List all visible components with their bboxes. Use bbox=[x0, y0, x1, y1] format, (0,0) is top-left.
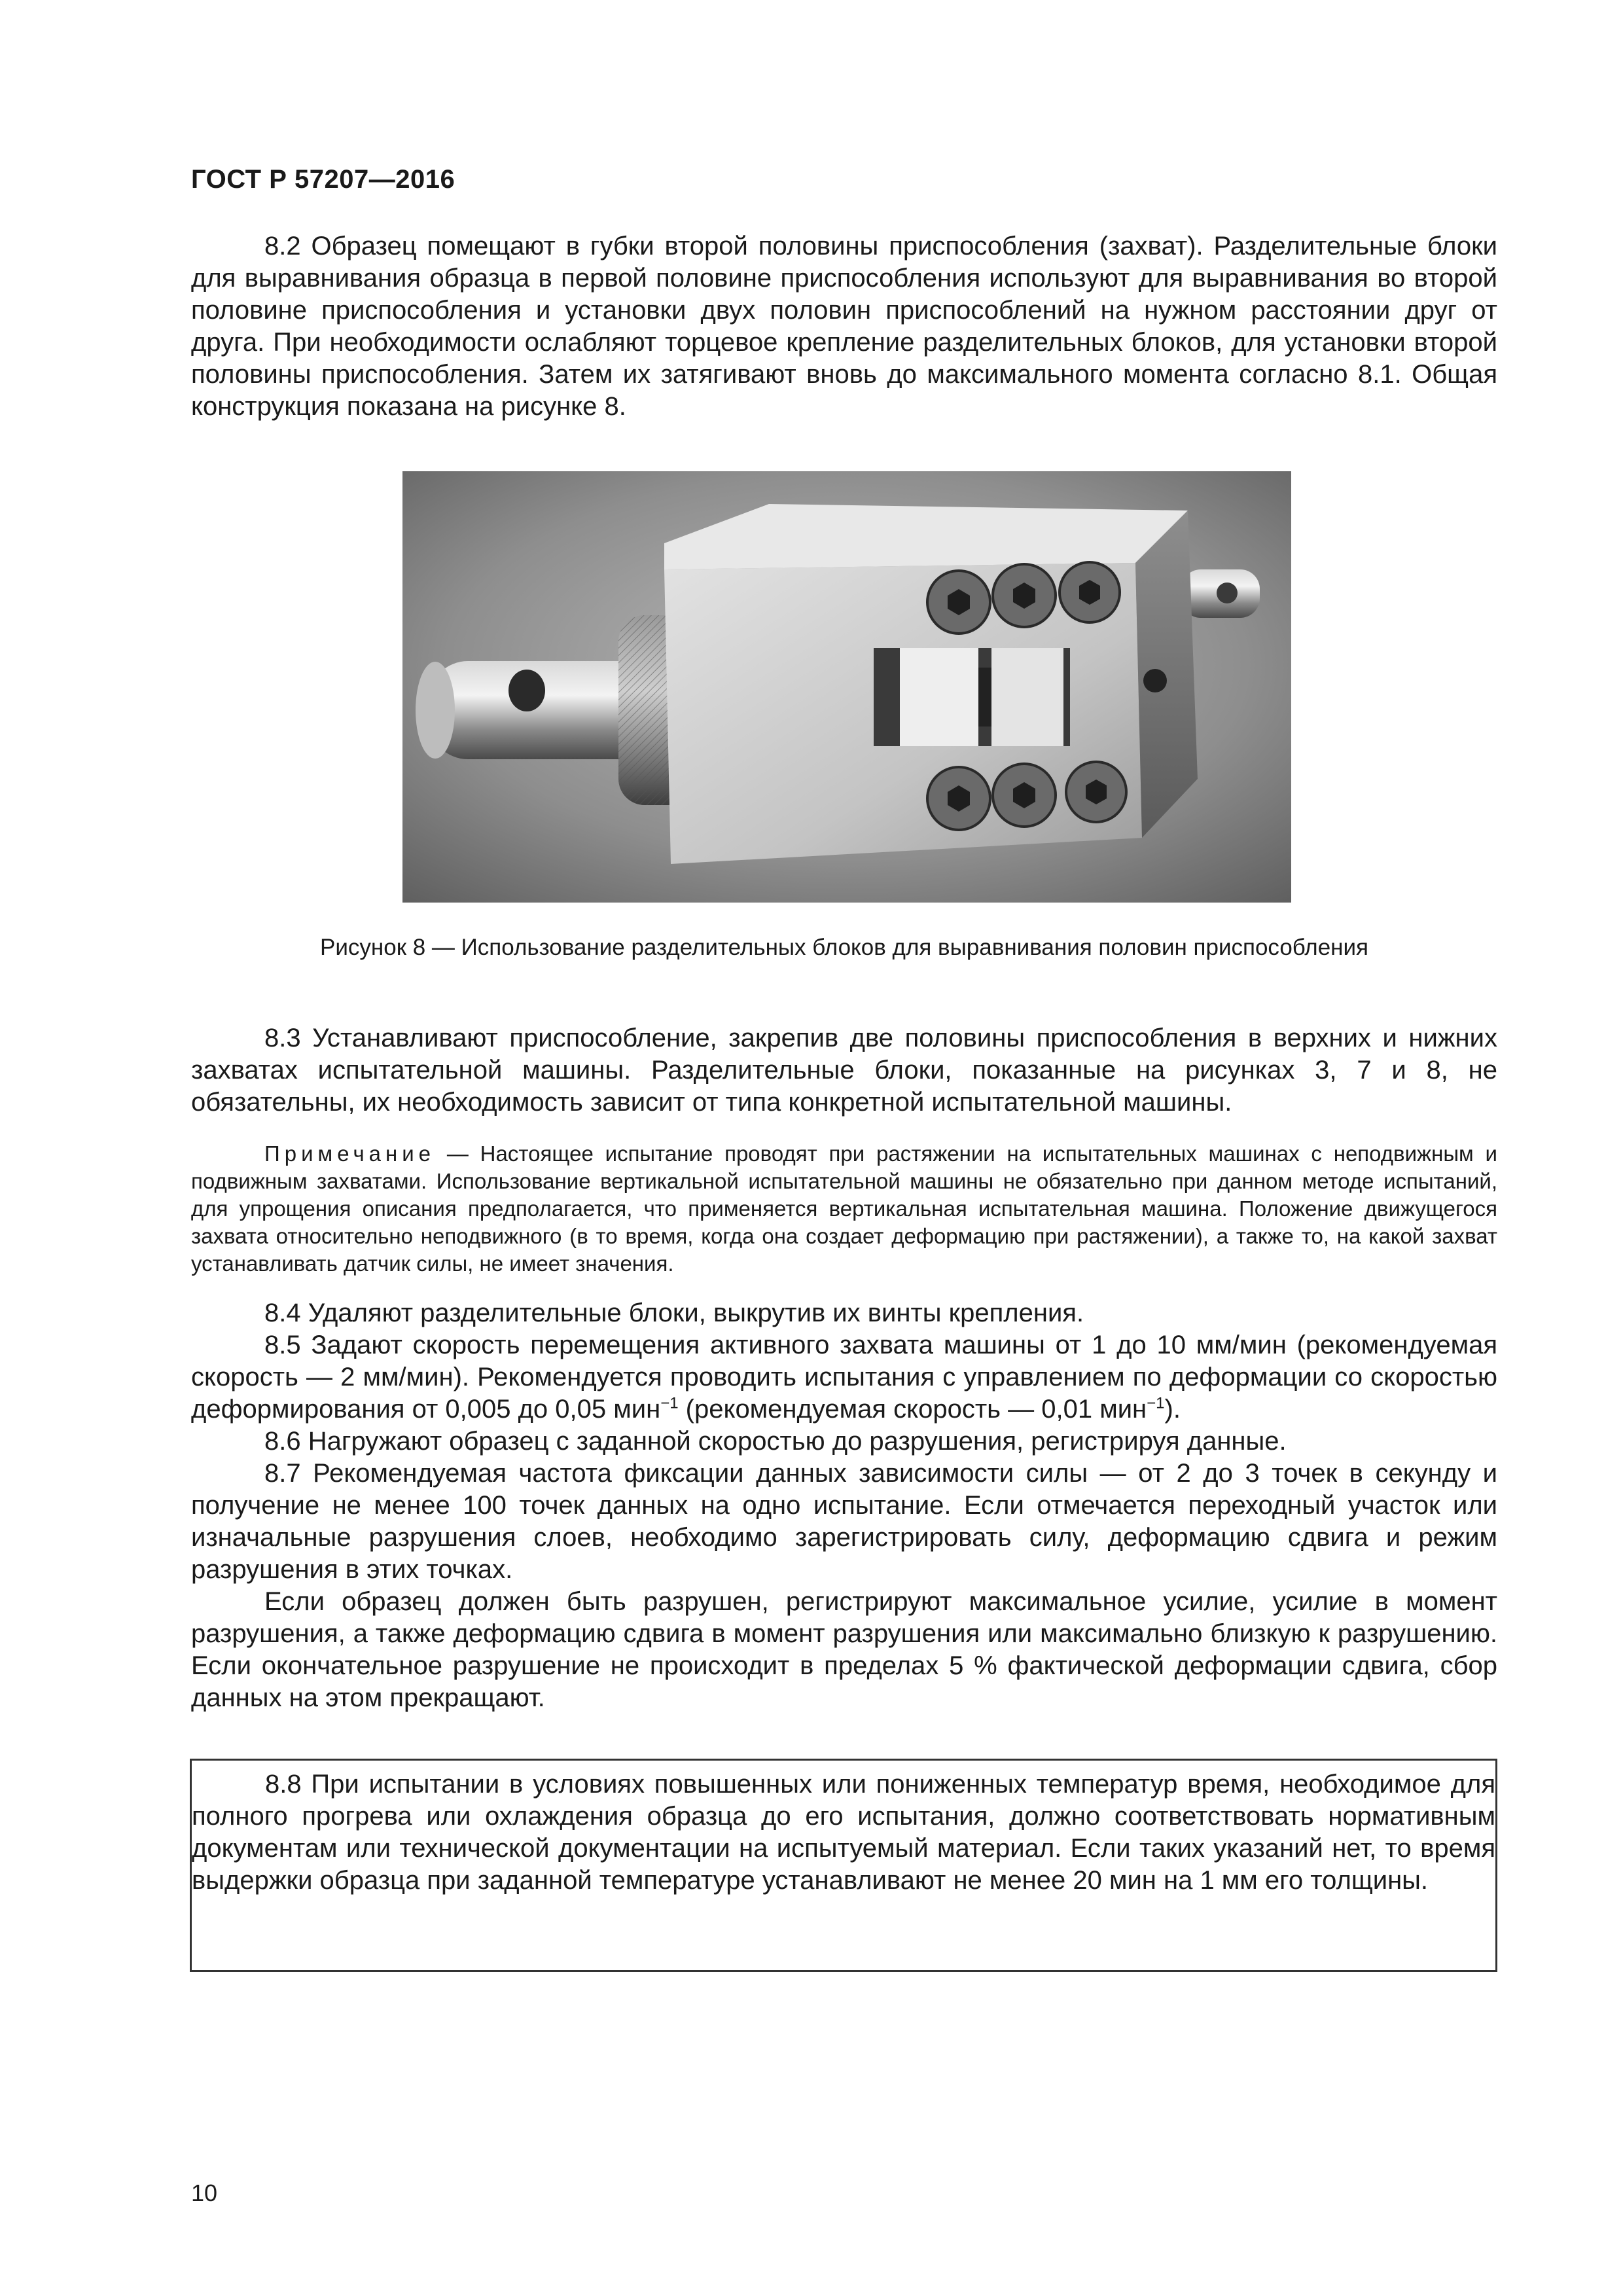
document-header: ГОСТ Р 57207—2016 bbox=[191, 165, 455, 194]
boxed-content bbox=[192, 1761, 1495, 1897]
superscript: −1 bbox=[1147, 1394, 1165, 1412]
fixture-illustration bbox=[402, 471, 1291, 903]
note-body: — Настоящее испытание проводят при растяжении на испытательных машинах с неподвижным и подвижным захватами. Использование вертикальной испытательной машины не обязательно при данном методе испытаний, для упрощения описания предполагается, что применяется вертикальная испытательная машина. Положение движущегося захвата относительно неподвижного (в то время, когда она создает деформацию при растяжении), а также то, на какой захват устанавливать датчик силы, не имеет значения. bbox=[191, 1141, 1497, 1276]
paragraph-8-5 bbox=[191, 1329, 1497, 1426]
note-label: Примечание bbox=[264, 1141, 436, 1166]
paragraph-text: 8.2 Образец помещают в губки второй половины приспособления (захват). Разделительные блоки для выравнивания образца в первой половине приспособления используют для выравнивания во второй половине приспособления и установки двух половин приспособлений на нужном расстоянии друг от друга. При необходимости ослабляют торцевое крепление разделительных блоков, для установки второй половины приспособления. Затем их затягивают вновь до максимального момента согласно 8.1. Общая конструкция показана на рисунке 8. bbox=[191, 232, 1497, 421]
paragraph-text: 8.3 Устанавливают приспособление, закрепив две половины приспособления в верхних и нижних захватах испытательной машины. Разделительные блоки, показанные на рисунках 3, 7 и 8, не обязательны, их необходимость зависит от типа конкретной испытательной машины. bbox=[191, 1024, 1497, 1117]
paragraph-8-2 bbox=[191, 230, 1497, 423]
superscript: −1 bbox=[660, 1394, 679, 1412]
note-text bbox=[191, 1140, 1497, 1278]
paragraphs-8-4-to-8-7 bbox=[191, 1297, 1497, 1714]
paragraph-8-5-main: 8.5 Задают скорость перемещения активного захвата машины от 1 до 10 мм/мин (рекомендуемая скорость — 2 мм/мин). Рекомендуется проводить испытания с управлением по деформации со скоростью деформирования от 0,005 до 0,05 мин bbox=[191, 1331, 1497, 1424]
boxed-amendment bbox=[190, 1759, 1497, 1972]
figure-caption: Рисунок 8 — Использование разделительных блоков для выравнивания половин приспособления bbox=[320, 935, 1368, 960]
paragraph-8-4: 8.4 Удаляют разделительные блоки, выкрутив их винты крепления. bbox=[264, 1299, 1084, 1327]
paragraph-8-7-continued: Если образец должен быть разрушен, регистрируют максимальное усилие, усилие в момент разрушения, а также деформацию сдвига в момент разрушения или максимально близкую к разрушению. Если окончательное разрушение не происходит в пределах 5 % фактической деформации сдвига, сбор данных на этом прекращают. bbox=[191, 1587, 1497, 1712]
page-number: 10 bbox=[191, 2179, 218, 2206]
paragraph-8-8: 8.8 При испытании в условиях повышенных или пониженных температур время, необходимое для полного прогрева или охлаждения образца до его испытания, должно соответствовать нормативным документам или технической документации на испытуемый материал. Если таких указаний нет, то время выдержки образца при заданной температуре устанавливают не менее 20 мин на 1 мм его толщины. bbox=[192, 1770, 1495, 1895]
paragraph-8-3 bbox=[191, 1022, 1497, 1119]
figure-8-photo bbox=[402, 471, 1291, 903]
paragraph-8-5-end: ). bbox=[1164, 1395, 1181, 1424]
note-block bbox=[191, 1140, 1497, 1278]
paragraph-8-5-mid: (рекомендуемая скорость — 0,01 мин bbox=[678, 1395, 1147, 1424]
paragraph-8-7: 8.7 Рекомендуемая частота фиксации данных зависимости силы — от 2 до 3 точек в секунду и получение не менее 100 точек данных на одно испытание. Если отмечается переходный участок или изначальные разрушения слоев, необходимо зарегистрировать силу, деформацию сдвига и режим разрушения в этих точках. bbox=[191, 1459, 1497, 1584]
paragraph-8-6: 8.6 Нагружают образец с заданной скоростью до разрушения, регистрируя данные. bbox=[264, 1427, 1287, 1456]
